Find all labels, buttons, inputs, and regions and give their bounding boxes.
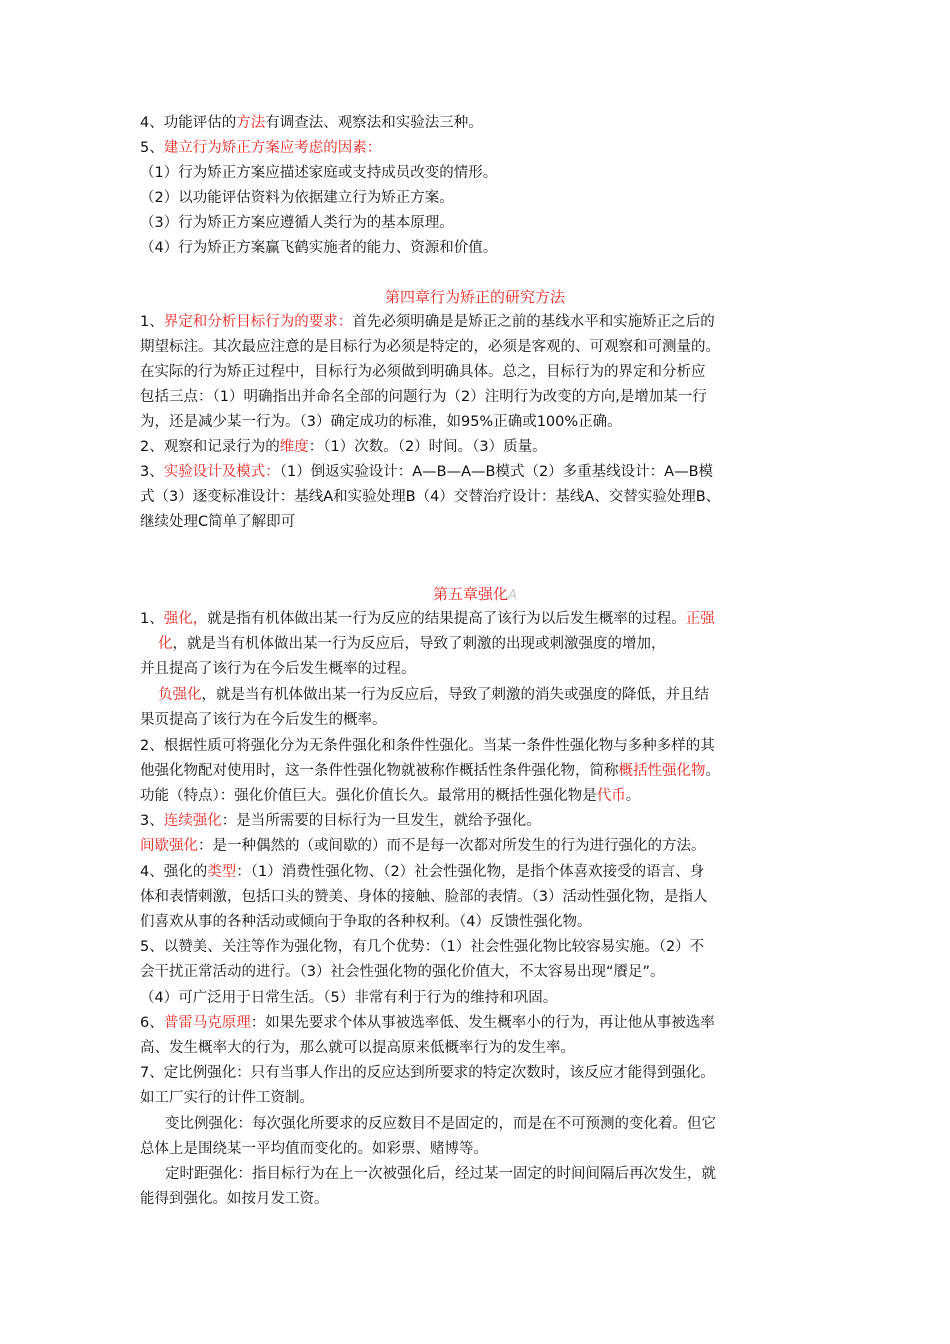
text-line: 为，还是减少某一行为。（3）确定成功的标准，如95%正确或100%正确。 [140,414,622,430]
text-line: 如工厂实行的计件工资制。 [140,1090,314,1106]
text-line: 能得到强化。如按月发工资。 [140,1191,329,1207]
chapter-heading: 第四章行为矫正的研究方法 [384,288,565,306]
highlight: 方法 [236,115,266,131]
highlight: 负强化 [158,687,202,703]
text-line: 1、界定和分析目标行为的要求：首先必须明确是是矫正之前的基线水平和实施矫正之后的 [140,314,715,330]
text-line: 3、实验设计及模式：（1）倒返实验设计：A—B—A—B模式（2）多重基线设计：A—B模 [140,464,714,480]
text-line: 体和表情刺激，包括口头的赞美、身体的接触、脸部的表情。（3）活动性强化物，是指人 [140,889,708,905]
text-line: 间歇强化：是一种偶然的（或间歇的）而不是每一次都对所发生的行为进行强化的方法。 [140,838,706,854]
highlight: 概括性强化物 [618,763,706,779]
text-line: （4）行为矫正方案赢飞鹤实施者的能力、资源和价值。 [140,240,498,256]
text-line: 总体上是围绕某一平均值而变化的。如彩票、赌博等。 [140,1141,488,1157]
title-mark: A [508,588,517,603]
text-line: 高、发生概率大的行为，那么就可以提高原来低概率行为的发生率。 [140,1040,575,1056]
text-line: 定时距强化：指目标行为在上一次被强化后，经过某一固定的时间间隔后再次发生，就 [165,1166,716,1182]
highlight: 普雷马克原理 [163,1015,251,1031]
text-line: 果页提高了该行为在今后发生的概率。 [140,712,387,728]
text-line: 包括三点：（1）明确指出并命名全部的问题行为（2）注明行为改变的方向,是增加某一行 [140,389,707,405]
text-line: 负强化，就是当有机体做出某一行为反应后，导致了刺激的消失或强度的降低，并且结 [158,687,709,703]
text-line: （1）行为矫正方案应描述家庭或支持成员改变的情形。 [140,165,498,181]
text-line: 们喜欢从事的各种活动或倾向于争取的各种权利。（4）反馈性强化物。 [140,914,592,930]
highlight: 强化， [163,611,208,627]
text-line: 他强化物配对使用时，这一条件性强化物就被称作概括性条件强化物，简称概括性强化物。 [140,763,720,779]
highlight: 连续强化 [163,813,222,829]
text-line: 7、定比例强化：只有当事人作出的反应达到所要求的特定次数时，该反应才能得到强化。 [140,1065,715,1081]
highlight: 类型 [207,864,237,880]
text-line: 并且提高了该行为在今后发生概率的过程。 [140,661,416,677]
text-line: 5、建立行为矫正方案应考虑的因素： [140,140,382,156]
highlight: 代币 [596,788,626,804]
text-line: 2、根据性质可将强化分为无条件强化和条件性强化。当某一条件性强化物与多种多样的其 [140,738,715,754]
text-line: 变比例强化：每次强化所要求的反应数目不是固定的，而是在不可预测的变化着。但它 [165,1116,716,1132]
chapter-heading: 第五章强化A [433,585,517,603]
text-line: （4）可广泛用于日常生活。（5）非常有利于行为的维持和巩固。 [140,990,558,1006]
highlight: 界定和分析目标行为的要求： [163,314,353,330]
text-line: 功能（特点）：强化价值巨大。强化价值长久。最常用的概括性强化物是代币。 [140,788,641,804]
text-line: 2、观察和记录行为的维度：（1）次数。（2）时间。（3）质量。 [140,439,547,455]
text-line: 6、普雷马克原理：如果先要求个体从事被选率低、发生概率小的行为，再让他从事被选率 [140,1015,715,1031]
highlight: 化 [158,636,173,652]
text-line: 4、强化的类型：（1）消费性强化物、（2）社会性强化物，是指个体喜欢接受的语言、身 [140,864,705,880]
text-line: （3）行为矫正方案应遵循人类行为的基本原理。 [140,215,454,231]
highlight: 间歇强化 [140,838,198,854]
text-line: （2）以功能评估资料为依据建立行为矫正方案。 [140,190,454,206]
text-line: 3、连续强化：是当所需要的目标行为一旦发生，就给予强化。 [140,813,541,829]
text-line: 会干扰正常活动的进行。（3）社会性强化物的强化价值大，不太容易出现“餍足”。 [140,964,665,980]
highlight: 建立行为矫正方案应考虑的因素： [163,140,382,156]
text-line: 期望标注。其次最应注意的是目标行为必须是特定的，必须是客观的、可观察和可测量的。 [140,339,720,355]
highlight: 正强 [685,611,715,627]
text-line: 1、强化，就是指有机体做出某一行为反应的结果提高了该行为以后发生概率的过程。正强 [140,611,715,627]
text-line: 继续处理C简单了解即可 [140,514,296,530]
text-line: 化，就是当有机体做出某一行为反应后，导致了刺激的出现或刺激强度的增加， [158,636,666,652]
highlight: 维度 [279,439,309,455]
text-line: 在实际的行为矫正过程中，目标行为必须做到明确具体。总之，目标行为的界定和分析应 [140,364,706,380]
text-line: 4、功能评估的方法有调查法、观察法和实验法三种。 [140,115,483,131]
text-line: 式（3）逐变标准设计：基线A和实验处理B（4）交替治疗设计：基线A、交替实验处理B、 [140,489,721,505]
text-line: 5、以赞美、关注等作为强化物，有几个优势：（1）社会性强化物比较容易实施。（2）不 [140,939,705,955]
highlight: 实验设计及模式： [163,464,280,480]
